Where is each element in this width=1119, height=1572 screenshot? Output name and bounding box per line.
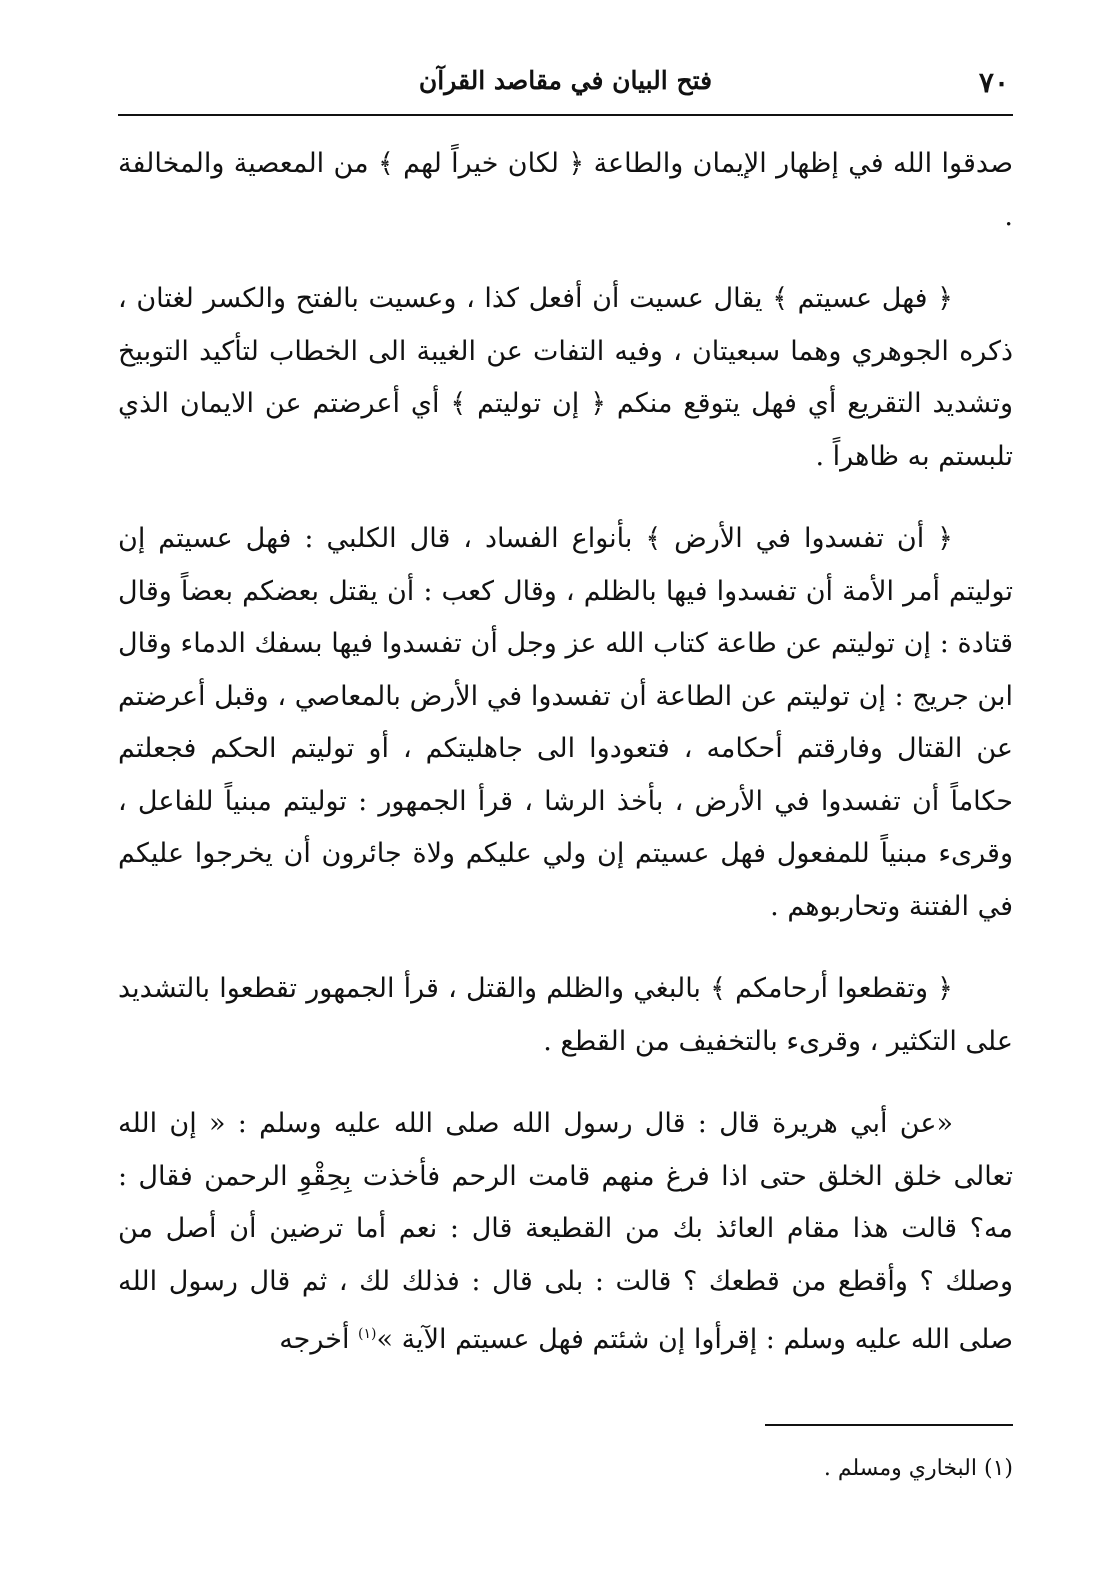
running-head <box>118 62 1013 108</box>
main-text <box>118 138 1013 1397</box>
page-number: ٧٠ <box>978 66 1009 99</box>
hadith-paragraph <box>118 1098 1013 1367</box>
paragraph: ﴿ أن تفسدوا في الأرض ﴾ بأنواع الفساد ، قال الكلبي : فهل عسيتم إن توليتم أمر الأمة أن تفسدوا فيها بالظلم ، وقال كعب : أن يقتل بعضكم بعضاً وقال قتادة : إن توليتم عن طاعة كتاب الله عز وجل أن تفسدوا فيها بسفك الدماء وقال ابن جريج : إن توليتم عن الطاعة أن تفسدوا في الأرض بالمعاصي ، وقبل أعرضتم عن القتال وفارقتم أحكامه ، فتعودوا الى جاهليتكم ، أو توليتم الحكم فجعلتم حكاماً أن تفسدوا في الأرض ، بأخذ الرشا ، قرأ الجمهور : توليتم مبنياً للفاعل ، وقرىء مبنياً للمفعول فهل عسيتم إن ولي عليكم ولاة جائرون أن يخرجوا عليكم في الفتنة وتحاربوهم . <box>118 523 1013 922</box>
footnote-divider <box>765 1424 1013 1426</box>
hadith-text: «عن أبي هريرة قال : قال رسول الله صلى الله عليه وسلم : « إن الله تعالى خلق الخلق حتى اذا فرغ منهم قامت الرحم فأخذت بِحِقْوِ الرحمن فقال : مه؟ قالت هذا مقام العائذ بك من القطيعة قال : نعم أما ترضين أن أصل من وصلك ؟ وأقطع من قطعك ؟ قالت : بلى قال : فذلك لك ، ثم قال رسول الله صلى الله عليه وسلم : إقرأوا إن شئتم فهل عسيتم الآية » <box>118 1108 1013 1355</box>
footnote: (١) البخاري ومسلم . <box>823 1456 1013 1481</box>
hadith-continuation: أخرجه <box>279 1324 359 1355</box>
header-divider <box>118 114 1013 116</box>
paragraph: صدقوا الله في إظهار الإيمان والطاعة ﴿ لكان خيراً لهم ﴾ من المعصية والمخالفة . <box>118 148 1013 232</box>
paragraph: ﴿ فهل عسيتم ﴾ يقال عسيت أن أفعل كذا ، وعسيت بالفتح والكسر لغتان ، ذكره الجوهري وهما سبعيتان ، وفيه التفات عن الغيبة الى الخطاب لتأكيد التوبيخ وتشديد التقريع أي فهل يتوقع منكم ﴿ إن توليتم ﴾ أي أعرضتم عن الايمان الذي تلبستم به ظاهراً . <box>118 283 1013 472</box>
footnote-marker[interactable]: (١) <box>358 1326 377 1342</box>
book-title: فتح البيان في مقاصد القرآن <box>418 66 713 95</box>
paragraph: ﴿ وتقطعوا أرحامكم ﴾ بالبغي والظلم والقتل ، قرأ الجمهور تقطعوا بالتشديد على التكثير ، وقرىء بالتخفيف من القطع . <box>118 973 1013 1057</box>
